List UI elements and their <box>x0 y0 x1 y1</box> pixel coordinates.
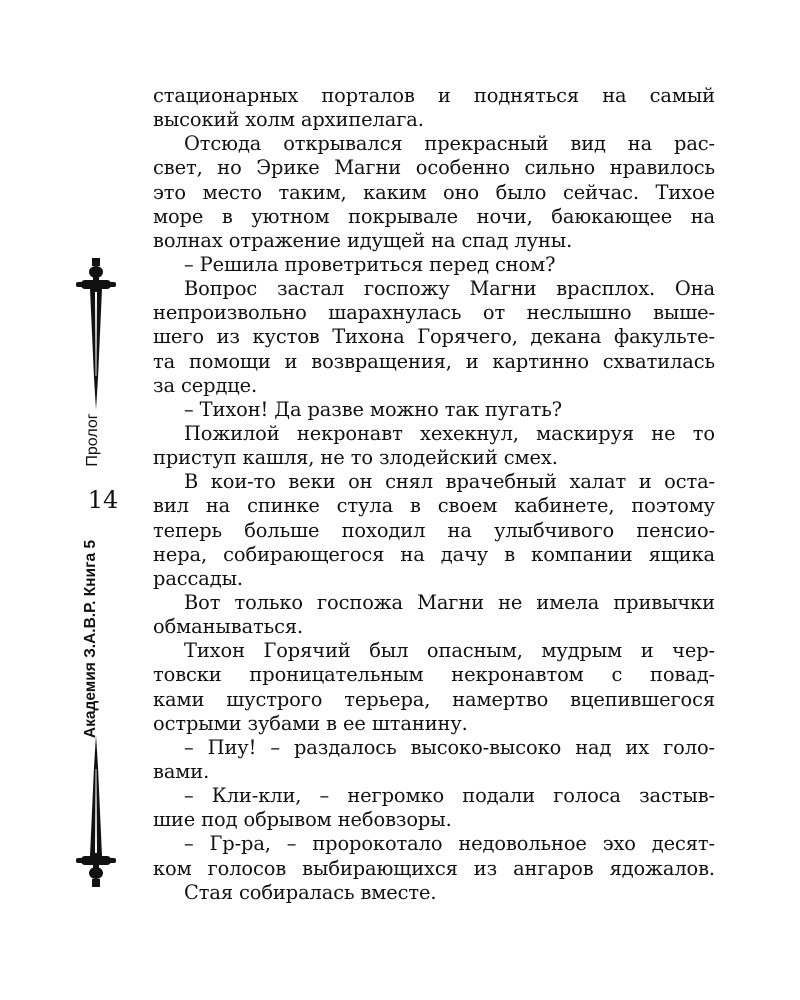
text-line: ками шустрого терьера, намертво вцепившегося <box>153 687 715 711</box>
text-line: острыми зубами в ее штанину. <box>153 711 468 735</box>
text-line: Вопрос застал госпожу Магни врасплох. Она <box>184 277 715 301</box>
text-line: теперь больше походил на улыбчивого пенсио- <box>153 518 715 542</box>
text-line: шего из кустов Тихона Горячего, декана факульте- <box>153 325 715 349</box>
series-label: Академия З.А.В.Р. Книга 5 <box>82 539 99 739</box>
body-text <box>153 84 715 905</box>
text-line: Пожилой некронавт хехекнул, маскируя не то <box>184 421 715 445</box>
text-line: обманываться. <box>153 615 304 639</box>
dagger-icon <box>72 258 120 410</box>
text-line: В кои-то веки он снял врачебный халат и оста- <box>184 470 715 494</box>
page-number: 14 <box>87 486 119 514</box>
text-line: ком голосов выбирающихся из ангаров ядожалов. <box>153 856 715 880</box>
text-line: волнах отражение идущей на спад луны. <box>153 228 573 252</box>
text-line: – Кли-кли, – негромко подали голоса застыв- <box>184 784 715 808</box>
text-line: – Гр-ра, – пророкотало недовольное эхо десят- <box>184 832 715 856</box>
text-line: Вот только госпожа Магни не имела привычки <box>184 590 715 614</box>
text-line: море в уютном покрывале ночи, баюкающее на <box>153 204 715 228</box>
text-line: высокий холм архипелага. <box>153 108 424 132</box>
text-line: стационарных порталов и подняться на самый <box>153 84 715 107</box>
text-line: за сердце. <box>153 373 258 397</box>
text-line: Тихон Горячий был опасным, мудрым и чер- <box>184 639 715 663</box>
text-line: товски проницательным некронавтом с повад- <box>153 663 715 687</box>
text-line: – Решила проветриться перед сном? <box>184 252 556 276</box>
text-line: – Тихон! Да разве можно так пугать? <box>184 397 562 421</box>
text-line: приступ кашля, не то злодейский смех. <box>153 446 558 470</box>
text-line: вил на спинке стула в своем кабинете, поэтому <box>153 494 715 518</box>
text-line: вами. <box>153 759 210 783</box>
text-line: это место таким, каким оно было сейчас. Тихое <box>153 180 715 204</box>
text-line: Отсюда открывался прекрасный вид на рас- <box>184 132 715 156</box>
text-line: шие под обрывом небовзоры. <box>153 808 452 832</box>
text-line: непроизвольно шарахнулась от неслышно выше- <box>153 301 715 325</box>
text-line: Стая собиралась вместе. <box>184 880 437 904</box>
text-line: свет, но Эрике Магни особенно сильно нравилось <box>153 156 715 180</box>
text-line: та помощи и возвращения, и картинно схватилась <box>153 349 715 373</box>
text-line: рассады. <box>153 566 243 590</box>
text-line: нера, собирающегося на дачу в компании ящика <box>153 542 715 566</box>
chapter-label: Пролог <box>84 413 101 467</box>
text-line: – Пиу! – раздалось высоко-высоко над их голо- <box>184 735 715 759</box>
